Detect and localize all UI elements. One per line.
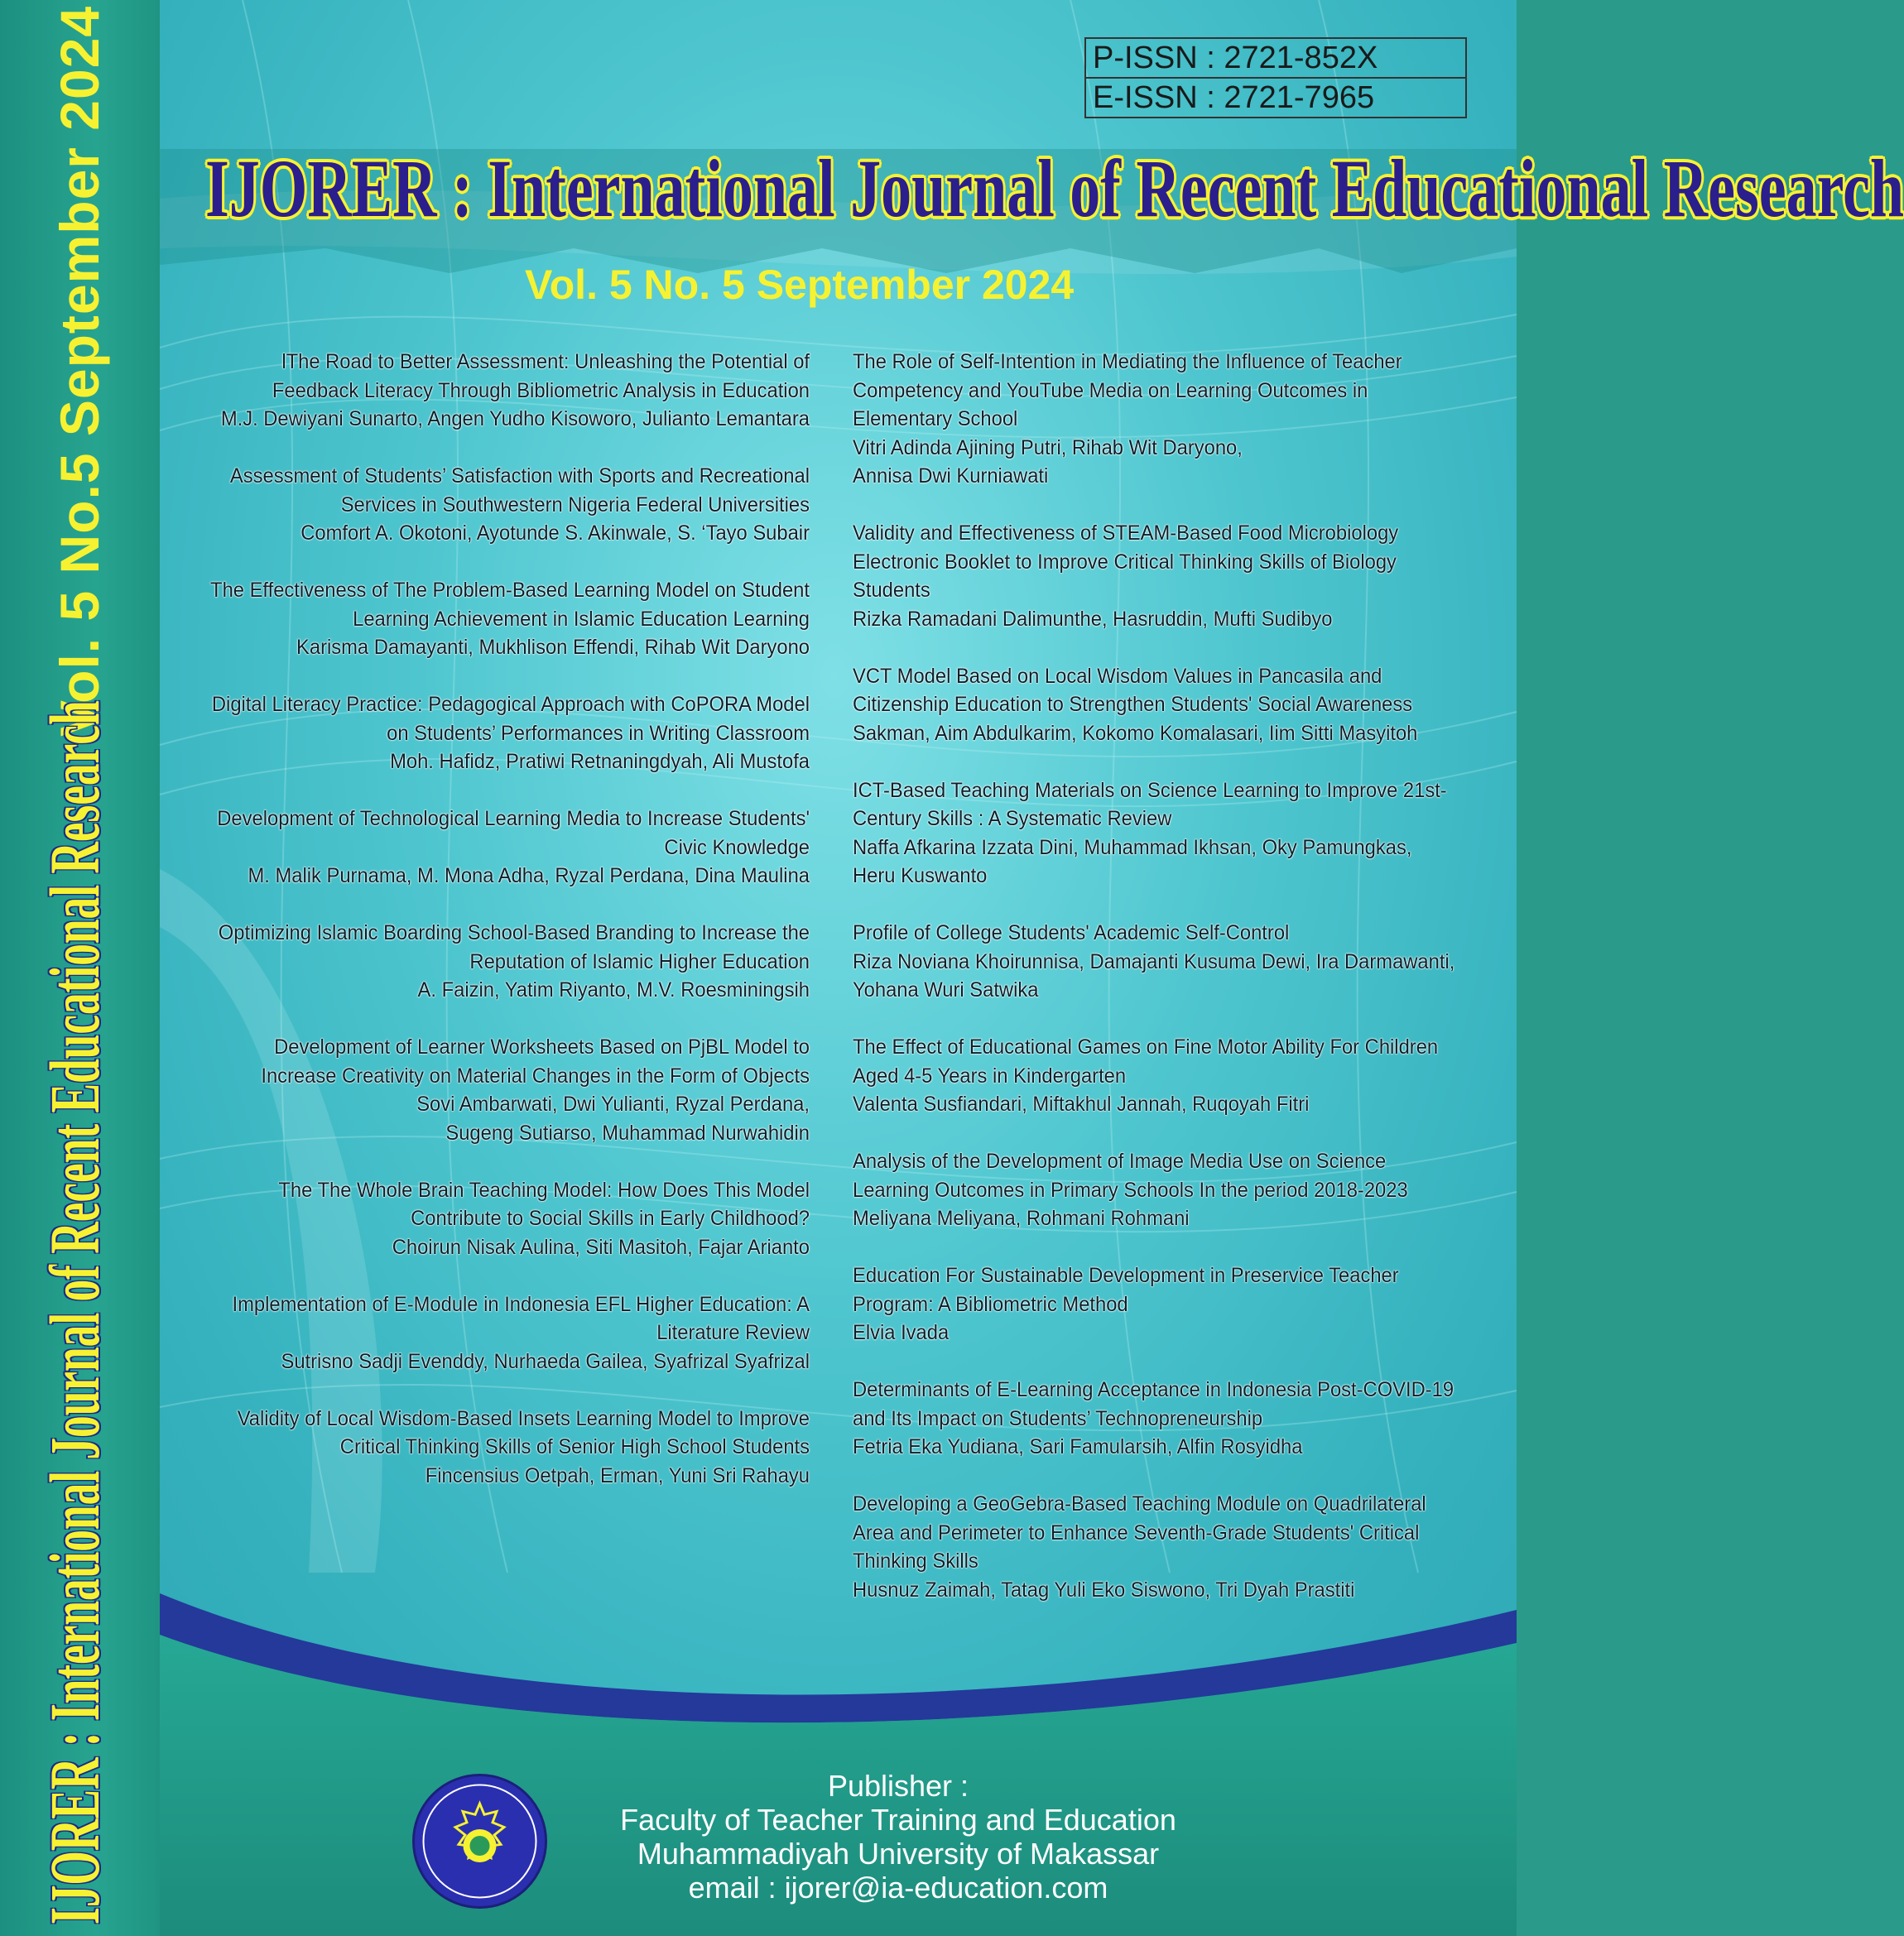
article-line: Aged 4-5 Years in Kindergarten [853, 1064, 1127, 1088]
article-line: A. Faizin, Yatim Riyanto, M.V. Roesminingsih [417, 978, 810, 1002]
article-entry [202, 462, 810, 548]
university-logo [411, 1773, 548, 1910]
article-line: Meliyana Meliyana, Rohmani Rohmani [853, 1207, 1190, 1230]
article-line: Vitri Adinda Ajining Putri, Rihab Wit Daryono, [853, 435, 1243, 459]
article-entry [853, 519, 1474, 633]
article-line: M. Malik Purnama, M. Mona Adha, Ryzal Perdana, Dina Maulina [248, 864, 810, 887]
article-line: Husnuz Zaimah, Tatag Yuli Eko Siswono, Tri Dyah Prastiti [853, 1578, 1355, 1602]
article-entry [853, 1147, 1474, 1233]
article-line: Analysis of the Development of Image Media Use on Science [853, 1150, 1387, 1173]
article-line: on Students’ Performances in Writing Classroom [387, 721, 810, 745]
article-line: The Role of Self-Intention in Mediating the Influence of Teacher [853, 350, 1402, 373]
article-line: Determinants of E-Learning Acceptance in Indonesia Post-COVID-19 [853, 1378, 1454, 1401]
article-line: Elvia Ivada [853, 1321, 950, 1344]
article-line: Validity of Local Wisdom-Based Insets Learning Model to Improve [237, 1406, 810, 1430]
article-line: Riza Noviana Khoirunnisa, Damajanti Kusuma Dewi, Ira Darmawanti, [853, 949, 1455, 973]
volume-issue-label: Vol. 5 No. 5 September 2024 [525, 262, 1075, 308]
article-line: Valenta Susfiandari, Miftakhul Jannah, Ruqoyah Fitri [853, 1093, 1310, 1116]
article-entry [202, 1033, 810, 1147]
article-entry [202, 576, 810, 662]
article-entry [853, 1261, 1474, 1348]
article-line: Critical Thinking Skills of Senior High School Students [339, 1435, 810, 1458]
article-line: Digital Literacy Practice: Pedagogical Approach with CoPORA Model [211, 693, 810, 716]
article-line: Naffa Afkarina Izzata Dini, Muhammad Ikhsan, Oky Pamungkas, [853, 835, 1412, 859]
e-issn: E-ISSN : 2721-7965 [1086, 77, 1465, 117]
article-line: Competency and YouTube Media on Learning Outcomes in [853, 378, 1368, 402]
article-entry [853, 662, 1474, 748]
p-issn: P-ISSN : 2721-852X [1093, 41, 1378, 75]
article-entry [202, 1176, 810, 1262]
article-line: Civic Knowledge [664, 835, 810, 859]
article-entry [853, 1490, 1474, 1604]
article-line: Literature Review [656, 1321, 810, 1344]
article-line: Area and Perimeter to Enhance Seventh-Grade Students' Critical [853, 1520, 1420, 1544]
article-line: Increase Creativity on Material Changes in the Form of Objects [261, 1064, 810, 1088]
article-line: Electronic Booklet to Improve Critical Thinking Skills of Biology [853, 550, 1397, 574]
article-line: Comfort A. Okotoni, Ayotunde S. Akinwale, S. ‘Tayo Subair [301, 521, 810, 545]
article-line: The Effect of Educational Games on Fine Motor Ability For Children [853, 1035, 1439, 1059]
article-list-right [853, 348, 1474, 1633]
article-line: ICT-Based Teaching Materials on Science Learning to Improve 21st- [853, 778, 1447, 802]
article-line: Sutrisno Sadji Evenddy, Nurhaeda Gailea, Syafrizal Syafrizal [281, 1349, 810, 1373]
issn-box [1084, 37, 1467, 118]
spine-journal-title: IJORER : International Journal of Recent Educational Research [35, 700, 114, 1925]
article-entry [853, 348, 1474, 491]
article-line: Reputation of Islamic Higher Education [469, 949, 810, 973]
article-line: Feedback Literacy Through Bibliometric Analysis in Education [272, 378, 810, 402]
article-line: Validity and Effectiveness of STEAM-Based Food Microbiology [853, 521, 1399, 545]
spine-volume-label: Vol. 5 No.5 September 2024 [49, 5, 110, 737]
article-line: Yohana Wuri Satwika [853, 978, 1039, 1002]
article-line: Citizenship Education to Strengthen Students' Social Awareness [853, 693, 1413, 716]
article-entry [202, 805, 810, 891]
journal-title: IJORER : International Journal of Recent Educational Research [205, 142, 1904, 234]
article-entry [202, 1290, 810, 1376]
article-entry [202, 919, 810, 1005]
publisher-university: Muhammadiyah University of Makassar [637, 1837, 1160, 1871]
article-line: Annisa Dwi Kurniawati [853, 464, 1049, 488]
article-line: The Effectiveness of The Problem-Based Learning Model on Student [210, 579, 810, 602]
article-entry [853, 1376, 1474, 1462]
article-entry [202, 1405, 810, 1491]
article-line: Rizka Ramadani Dalimunthe, Hasruddin, Mufti Sudibyo [853, 607, 1333, 631]
article-entry [853, 1033, 1474, 1119]
article-line: Assessment of Students’ Satisfaction with Sports and Recreational [229, 464, 810, 488]
article-line: Learning Achievement in Islamic Education Learning [353, 607, 810, 631]
publisher-email[interactable]: email : ijorer@ia-education.com [688, 1871, 1108, 1905]
article-line: and Its Impact on Students’ Technopreneurship [853, 1406, 1263, 1430]
article-entry [202, 690, 810, 776]
article-line: Thinking Skills [853, 1549, 978, 1573]
article-line: Sovi Ambarwati, Dwi Yulianti, Ryzal Perdana, [416, 1093, 810, 1116]
article-line: Learning Outcomes in Primary Schools In the period 2018-2023 [853, 1178, 1408, 1202]
article-line: Implementation of E-Module in Indonesia EFL Higher Education: A [232, 1292, 810, 1316]
article-line: Fincensius Oetpah, Erman, Yuni Sri Rahayu [425, 1463, 810, 1487]
article-line: Century Skills : A Systematic Review [853, 807, 1172, 830]
article-line: Moh. Hafidz, Pratiwi Retnaningdyah, Ali Mustofa [390, 750, 810, 773]
article-line: lThe Road to Better Assessment: Unleashing the Potential of [281, 350, 810, 373]
article-line: Profile of College Students' Academic Self-Control [853, 921, 1290, 944]
article-line: Students [853, 579, 930, 602]
publisher-faculty: Faculty of Teacher Training and Education [620, 1803, 1176, 1837]
article-line: Karisma Damayanti, Mukhlison Effendi, Rihab Wit Daryono [296, 636, 810, 659]
article-line: Sugeng Sutiarso, Muhammad Nurwahidin [445, 1121, 810, 1145]
article-line: Program: A Bibliometric Method [853, 1292, 1128, 1316]
article-line: Choirun Nisak Aulina, Siti Masitoh, Fajar Arianto [392, 1235, 810, 1259]
article-line: M.J. Dewiyani Sunarto, Angen Yudho Kisoworo, Julianto Lemantara [220, 407, 810, 430]
article-line: Developing a GeoGebra-Based Teaching Module on Quadrilateral [853, 1492, 1426, 1516]
article-line: The The Whole Brain Teaching Model: How Does This Model [278, 1178, 810, 1202]
article-entry [853, 919, 1474, 1005]
article-line: Optimizing Islamic Boarding School-Based Branding to Increase the [218, 921, 810, 944]
article-line: Elementary School [853, 407, 1018, 430]
article-line: Development of Learner Worksheets Based on PjBL Model to [274, 1035, 810, 1059]
article-line: VCT Model Based on Local Wisdom Values in Pancasila and [853, 664, 1382, 688]
publisher-block [579, 1769, 1217, 1905]
article-entry [202, 348, 810, 434]
article-line: Services in Southwestern Nigeria Federal Universities [340, 492, 810, 516]
article-line: Education For Sustainable Development in Preservice Teacher [853, 1264, 1399, 1287]
article-line: Sakman, Aim Abdulkarim, Kokomo Komalasari, Iim Sitti Masyitoh [853, 721, 1418, 745]
publisher-heading: Publisher : [827, 1769, 969, 1803]
article-entry [853, 776, 1474, 891]
article-line: Contribute to Social Skills in Early Childhood? [411, 1207, 810, 1230]
article-list-left [202, 348, 810, 1519]
article-line: Fetria Eka Yudiana, Sari Famularsih, Alfin Rosyidha [853, 1435, 1303, 1458]
article-line: Development of Technological Learning Media to Increase Students' [217, 807, 810, 830]
article-line: Heru Kuswanto [853, 864, 988, 887]
